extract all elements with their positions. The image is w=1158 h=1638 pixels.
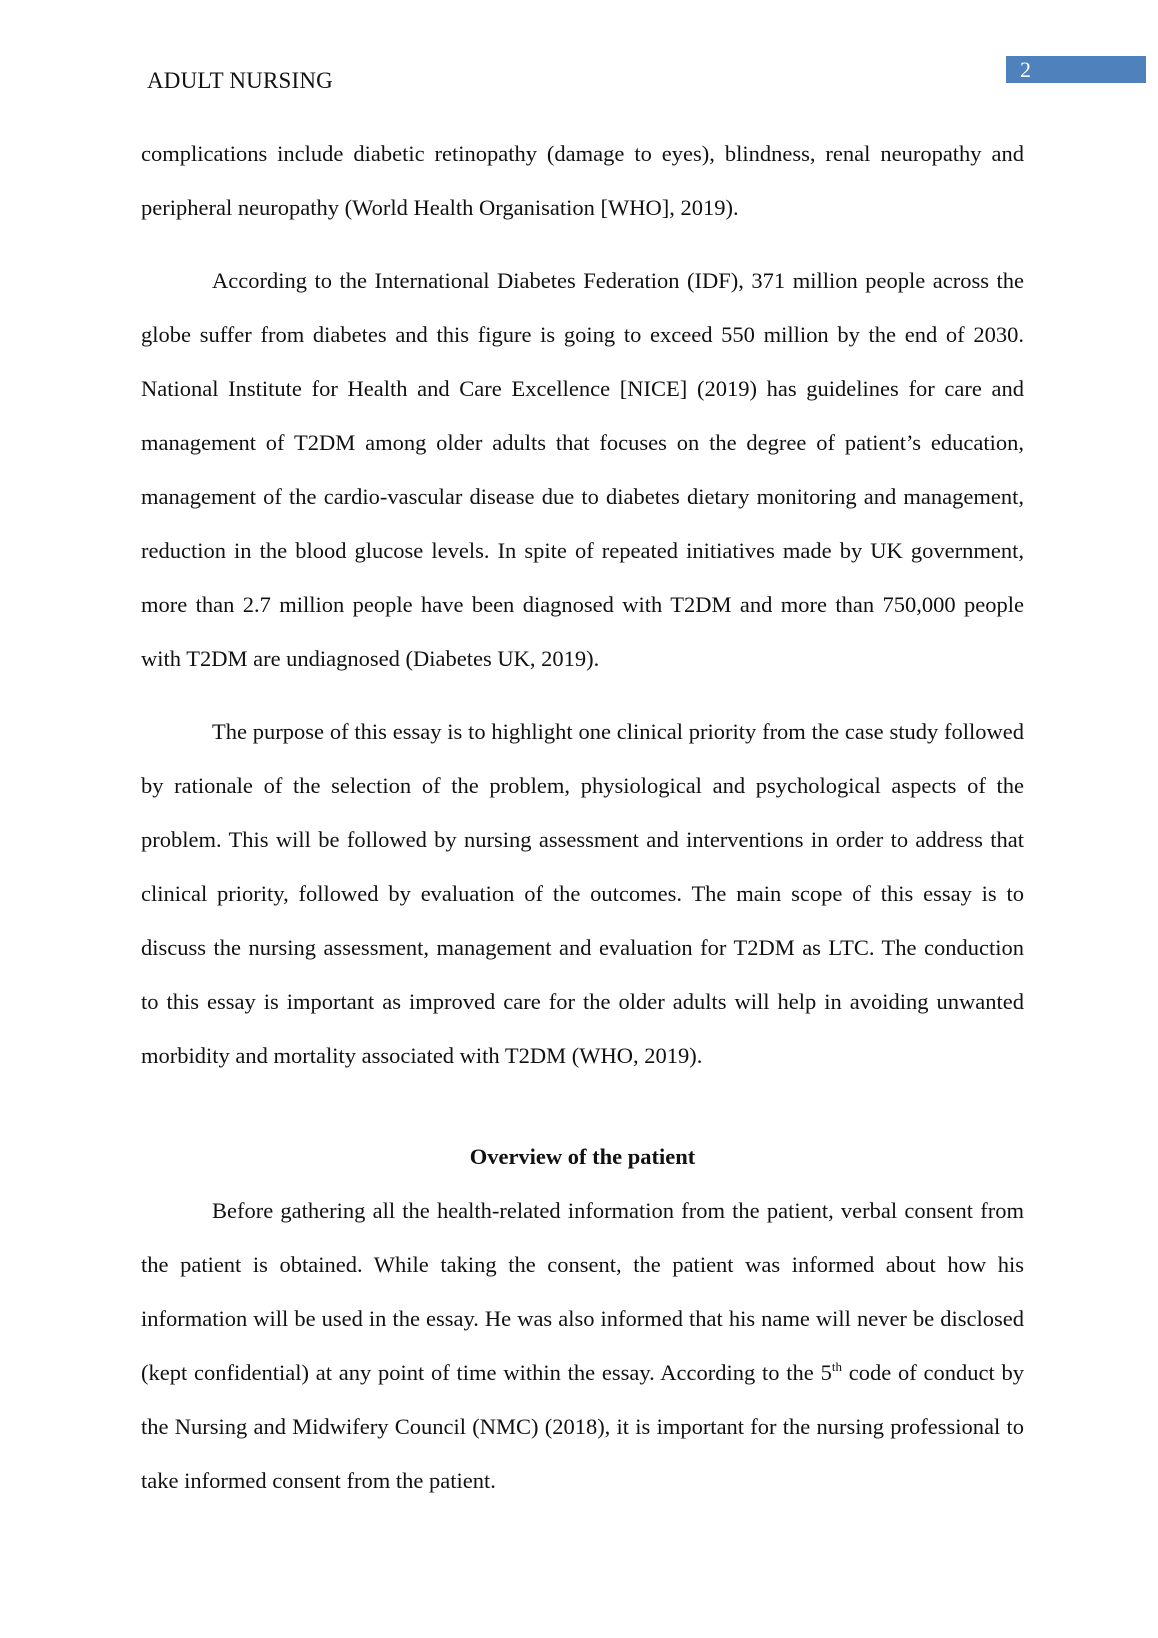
document-body	[141, 127, 1024, 1527]
ordinal-superscript: th	[831, 1359, 842, 1374]
paragraph-patient-consent	[141, 1184, 1024, 1508]
paragraph-complications: complications include diabetic retinopathy (damage to eyes), blindness, renal neuropathy and peripheral neuropathy (World Health Organisation [WHO], 2019).	[141, 141, 1024, 220]
section-heading-patient-overview: Overview of the patient	[469, 1144, 696, 1169]
page-number-badge: 2	[1006, 56, 1146, 83]
paragraph-idf-statistics: According to the International Diabetes Federation (IDF), 371 million people across the globe suffer from diabetes and this figure is going to exceed 550 million by the end of 2030. National Institute for Health and Care Excellence [NICE] (2019) has guidelines for care and management of T2DM among older adults that focuses on the degree of patient’s education, management of the cardio-vascular disease due to diabetes dietary monitoring and management, reduction in the blood glucose levels. In spite of repeated initiatives made by UK government, more than 2.7 million people have been diagnosed with T2DM and more than 750,000 people with T2DM are undiagnosed (Diabetes UK, 2019).	[141, 268, 1024, 671]
running-header-title: ADULT NURSING	[147, 68, 333, 93]
consent-text-start: Before gathering all the health-related information from the patient, verbal consent from the patient is obtained. While taking the consent, the patient was informed about how his information will be used in the essay. He was also informed that his name will never be disclosed (kept confidential) at any point of time within the essay. According to the 5	[141, 1198, 1024, 1385]
consent-text-end: code of conduct by the Nursing and Midwifery Council (NMC) (2018), it is important for the nursing professional to take informed consent from the patient.	[141, 1360, 1024, 1493]
paragraph-essay-purpose: The purpose of this essay is to highlight one clinical priority from the case study followed by rationale of the selection of the problem, physiological and psychological aspects of the problem. This will be followed by nursing assessment and interventions in order to address that clinical priority, followed by evaluation of the outcomes. The main scope of this essay is to discuss the nursing assessment, management and evaluation for T2DM as LTC. The conduction to this essay is important as improved care for the older adults will help in avoiding unwanted morbidity and mortality associated with T2DM (WHO, 2019).	[141, 719, 1024, 1068]
